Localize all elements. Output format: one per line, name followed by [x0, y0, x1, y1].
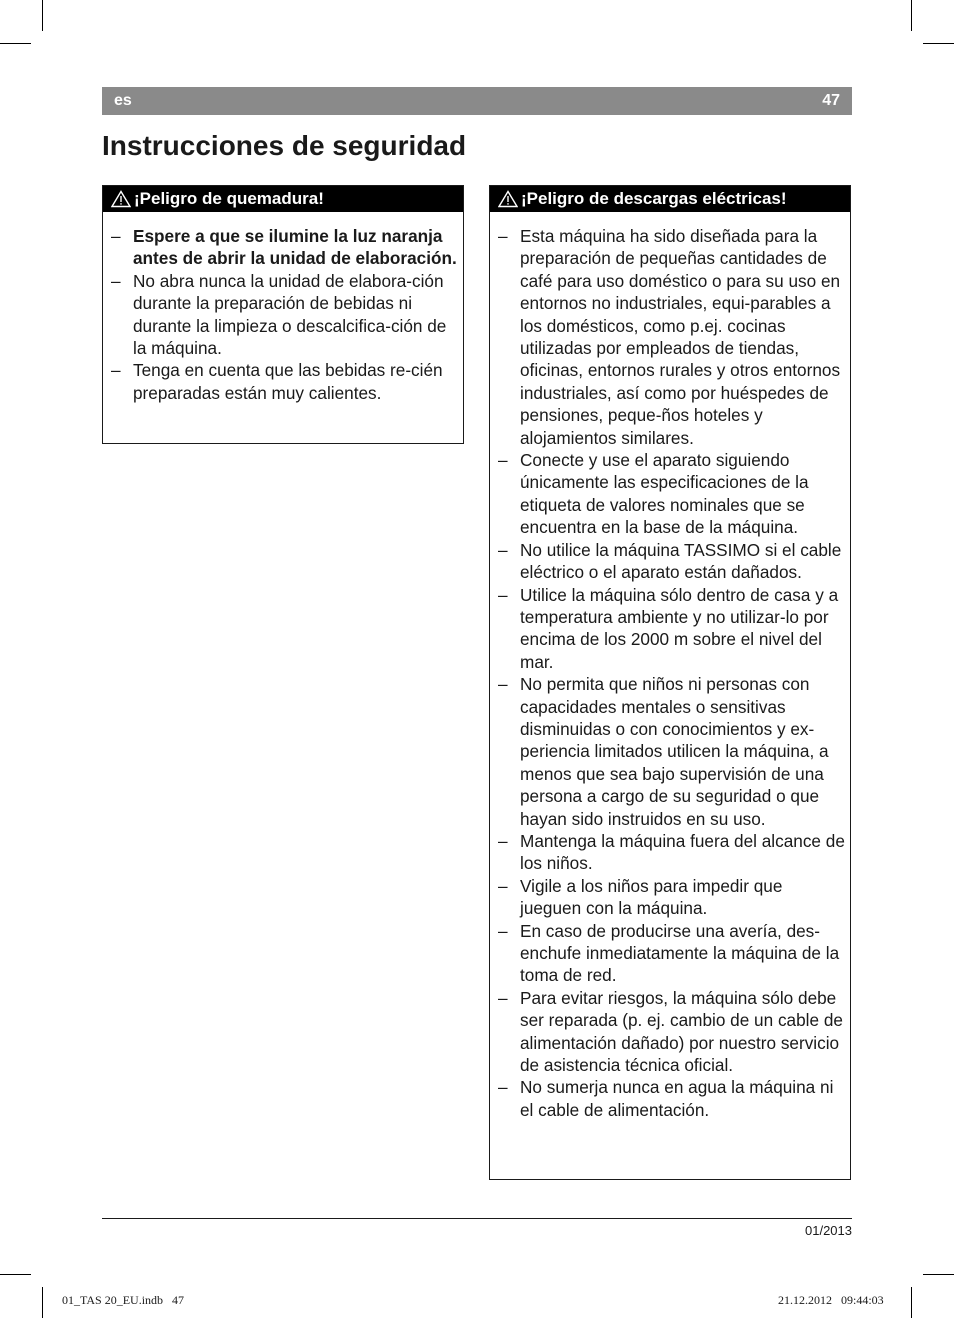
crop-mark	[0, 43, 31, 44]
list-item-text: Vigile a los niños para impedir que jueguen con la máquina.	[520, 875, 783, 919]
burn-warning-list	[111, 225, 459, 404]
warning-triangle-icon	[111, 190, 131, 208]
list-item	[498, 1076, 848, 1121]
dash-bullet: –	[111, 360, 121, 381]
dash-bullet: –	[498, 450, 508, 471]
dash-bullet: –	[498, 830, 508, 851]
burn-warning-title: ¡Peligro de quemadura!	[134, 189, 324, 208]
list-item-text: No permita que niños ni personas con capacidades mentales o sensitivas disminuidas o con conocimientos y ex-periencia limitados utilicen la máquina, a menos que sea bajo supervisión de una persona a cargo de su seguridad o que hayan sido instruidos en su uso.	[520, 674, 829, 829]
list-item-text: Esta máquina ha sido diseñada para la preparación de pequeñas cantidades de café para uso doméstico o para su uso en entornos no industriales, equi-parables a los domésticos, como p.ej. cocinas utilizadas por empleados de tiendas, oficinas, entornos rurales y otros entornos industriales, así como por huéspedes de pensiones, peque-ños hoteles y alojamientos similares.	[520, 226, 841, 448]
dash-bullet: –	[498, 875, 508, 896]
dash-bullet: –	[111, 270, 121, 291]
list-item	[498, 673, 848, 830]
footer-rule	[102, 1218, 852, 1219]
list-item-text: No utilice la máquina TASSIMO si el cable eléctrico o el aparato están dañados.	[520, 539, 842, 583]
crop-mark	[911, 0, 912, 31]
dash-bullet: –	[498, 584, 508, 605]
crop-mark	[923, 43, 954, 44]
list-item	[111, 270, 459, 360]
warning-triangle-icon	[498, 190, 518, 208]
crop-mark	[923, 1274, 954, 1275]
dash-bullet: –	[498, 674, 508, 695]
dash-bullet: –	[111, 226, 121, 246]
list-item	[498, 830, 848, 875]
list-item-text: No abra nunca la unidad de elabora-ción durante la preparación de bebidas ni durante la limpieza o descalcifica-ción de la máquina.	[133, 270, 447, 359]
print-slug-file: 01_TAS 20_EU.indb 47	[62, 1293, 185, 1307]
list-item-text: En caso de producirse una avería, des-enchufe inmediatamente la máquina de la toma de red.	[520, 920, 840, 986]
electric-warning-box	[489, 185, 851, 1180]
list-item-text: Espere a que se ilumine la luz naranja antes de abrir la unidad de elaboración.	[133, 226, 457, 269]
dash-bullet: –	[498, 539, 508, 560]
burn-warning-box	[102, 185, 464, 444]
language-code: es	[114, 92, 132, 109]
crop-mark	[42, 0, 43, 31]
electric-warning-title: ¡Peligro de descargas eléctricas!	[521, 189, 787, 208]
crop-mark	[911, 1287, 912, 1318]
dash-bullet: –	[498, 920, 508, 941]
list-item	[111, 359, 459, 404]
list-item	[498, 920, 848, 987]
list-item	[111, 225, 459, 270]
list-item	[498, 987, 848, 1077]
list-item-text: Mantenga la máquina fuera del alcance de los niños.	[520, 830, 845, 874]
list-item	[498, 584, 848, 674]
list-item-text: Utilice la máquina sólo dentro de casa y a temperatura ambiente y no utilizar-lo por encima de los 2000 m sobre el nivel del mar.	[520, 584, 839, 672]
page-title: Instrucciones de seguridad	[102, 130, 467, 161]
dash-bullet: –	[498, 226, 508, 246]
electric-warning-heading	[490, 186, 850, 212]
dash-bullet: –	[498, 987, 508, 1008]
list-item	[498, 539, 848, 584]
crop-mark	[42, 1287, 43, 1318]
list-item	[498, 225, 848, 449]
page-header-bar	[102, 87, 852, 115]
burn-warning-heading	[103, 186, 463, 212]
electric-warning-list	[498, 225, 848, 1121]
print-slug-timestamp: 21.12.2012 09:44:03	[778, 1293, 884, 1307]
page-number: 47	[822, 92, 840, 109]
list-item-text: Conecte y use el aparato siguiendo únicamente las especificaciones de la etiqueta de valores nominales que se encuentra en la base de la máquina.	[520, 450, 809, 538]
list-item	[498, 449, 848, 539]
list-item	[498, 875, 848, 920]
crop-mark	[0, 1274, 31, 1275]
list-item-text: No sumerja nunca en agua la máquina ni el cable de alimentación.	[520, 1077, 834, 1120]
list-item-text: Para evitar riesgos, la máquina sólo debe ser reparada (p. ej. cambio de un cable de alimentación dañado) por nuestro servicio de asistencia técnica oficial.	[520, 987, 843, 1076]
date-code: 01/2013	[805, 1223, 852, 1238]
dash-bullet: –	[498, 1077, 508, 1098]
list-item-text: Tenga en cuenta que las bebidas re-cién preparadas están muy calientes.	[133, 360, 443, 403]
